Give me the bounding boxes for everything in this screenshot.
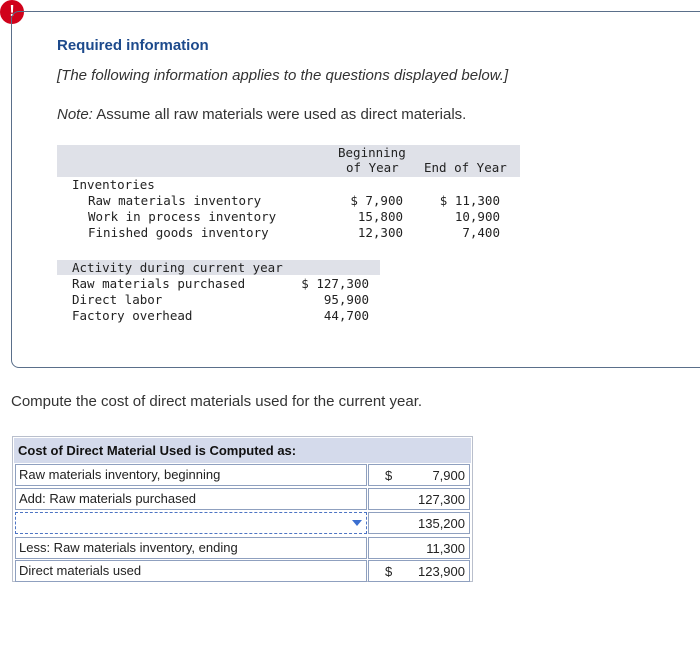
inv-row-label: Work in process inventory: [88, 209, 277, 224]
worksheet-header: Cost of Direct Material Used is Computed as:: [18, 443, 297, 458]
worksheet-row-label-input[interactable]: Add: Raw materials purchased: [15, 488, 367, 510]
worksheet-row-amount-input[interactable]: [368, 464, 470, 486]
activity-title: Activity during current year: [72, 260, 283, 275]
inv-row-beginning: $ 7,900: [350, 193, 403, 208]
worksheet-row-amount-input[interactable]: [368, 488, 470, 510]
amount-value: 7,900: [432, 468, 465, 483]
inv-row-end: 10,900: [454, 209, 500, 224]
activity-row-label: Factory overhead: [72, 308, 193, 323]
inv-row-label: Raw materials inventory: [88, 193, 262, 208]
worksheet-row-dropdown[interactable]: [15, 512, 367, 534]
amount-value: 127,300: [418, 492, 465, 507]
question-text: Compute the cost of direct materials used for the current year.: [11, 393, 423, 410]
currency-symbol: $: [385, 468, 393, 483]
col-end-label: End of Year: [424, 160, 507, 175]
inv-row-beginning: 12,300: [357, 225, 403, 240]
note-text: [57, 106, 466, 123]
activity-row-value: $ 127,300: [301, 276, 369, 291]
dropdown-caret-icon[interactable]: [352, 520, 362, 526]
activity-row-label: Raw materials purchased: [72, 276, 246, 291]
inventories-section-label: Inventories: [72, 177, 155, 192]
worksheet-row-amount-input[interactable]: [368, 512, 470, 534]
required-info-title: Required information: [57, 37, 209, 54]
note-label: Note:: [57, 106, 93, 123]
worksheet-row-amount-input[interactable]: [368, 537, 470, 559]
inv-row-end: $ 11,300: [439, 193, 500, 208]
amount-value: 135,200: [418, 516, 465, 531]
worksheet-row-label-input[interactable]: Direct materials used: [15, 560, 367, 582]
required-info-subtitle: [The following information applies to the questions displayed below.]: [57, 67, 509, 84]
inv-row-beginning: 15,800: [357, 209, 403, 224]
worksheet-row-label-input[interactable]: Less: Raw materials inventory, ending: [15, 537, 367, 559]
amount-value: 11,300: [426, 541, 465, 556]
activity-row-value: 44,700: [323, 308, 369, 323]
activity-row-label: Direct labor: [72, 292, 163, 307]
inv-row-label: Finished goods inventory: [88, 225, 269, 240]
col-beginning-label-1: Beginning: [338, 145, 406, 160]
worksheet-row-amount-input[interactable]: [368, 560, 470, 582]
col-beginning-label-2: of Year: [346, 160, 399, 175]
amount-value: 123,900: [418, 564, 465, 579]
worksheet-row-label-input[interactable]: Raw materials inventory, beginning: [15, 464, 367, 486]
alert-icon: !: [0, 0, 24, 24]
note-body: Assume all raw materials were used as direct materials.: [92, 106, 467, 123]
activity-row-value: 95,900: [323, 292, 369, 307]
inv-row-end: 7,400: [462, 225, 500, 240]
currency-symbol: $: [385, 564, 393, 579]
